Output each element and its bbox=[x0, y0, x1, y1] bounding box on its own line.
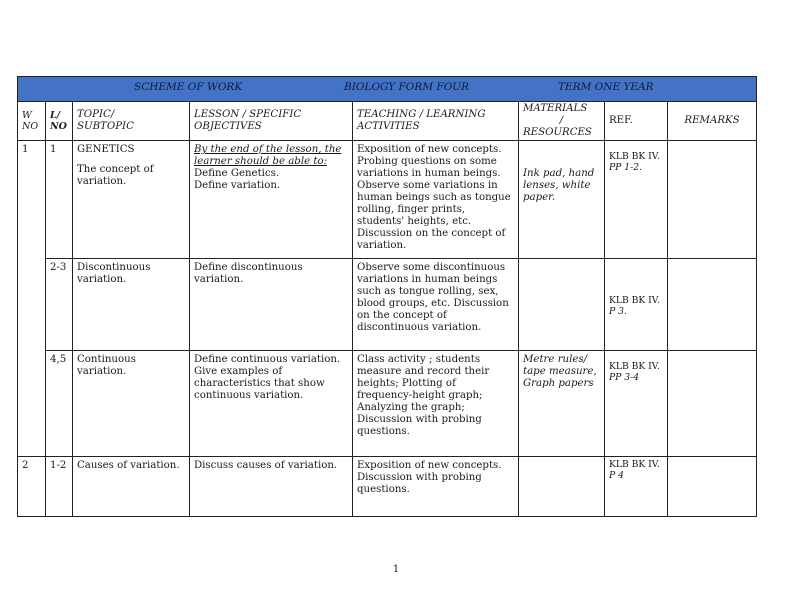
materials-header bbox=[519, 102, 605, 141]
activities-cell: Exposition of new concepts. Discussion with probing questions. bbox=[353, 457, 519, 517]
table-row bbox=[18, 259, 757, 351]
ref-header: REF. bbox=[605, 102, 668, 141]
activities-header-line1: TEACHING / LEARNING bbox=[357, 109, 486, 121]
title-row bbox=[18, 77, 757, 102]
lesson-cell: 1 bbox=[46, 141, 73, 259]
remarks-cell bbox=[668, 351, 757, 457]
ref-line2: PP 3-4 bbox=[609, 371, 640, 383]
ref-cell bbox=[605, 457, 668, 517]
ref-line2: P 3. bbox=[609, 305, 627, 317]
scheme-of-work-table bbox=[17, 76, 757, 517]
ref-line2: PP 1-2. bbox=[609, 161, 642, 173]
topic-header bbox=[73, 102, 190, 141]
topic-cell: Causes of variation. bbox=[73, 457, 190, 517]
week-header-line2: NO bbox=[22, 121, 39, 133]
objectives-cell: Discuss causes of variation. bbox=[190, 457, 353, 517]
objectives-header-line1: LESSON / SPECIFIC bbox=[194, 109, 302, 121]
remarks-cell bbox=[668, 457, 757, 517]
ref-line1: KLB BK IV. bbox=[609, 151, 660, 163]
ref-line2: P 4 bbox=[609, 469, 624, 481]
topic-cell bbox=[73, 141, 190, 259]
ref-line1: KLB BK IV. bbox=[609, 361, 660, 373]
week-header-line1: W bbox=[22, 109, 32, 121]
lesson-cell: 2-3 bbox=[46, 259, 73, 351]
objectives-intro: By the end of the lesson, the learner should be able to: bbox=[194, 144, 342, 168]
materials-cell bbox=[519, 141, 605, 259]
ref-cell bbox=[605, 259, 668, 351]
objective-item: Define Genetics. bbox=[194, 168, 280, 180]
subtopic-text: The concept of variation. bbox=[77, 164, 154, 188]
week-header bbox=[18, 102, 46, 141]
activities-cell: Class activity ; students measure and record their heights; Plotting of frequency-height graph; Analyzing the graph; Discussion with probing questions. bbox=[353, 351, 519, 457]
objectives-cell bbox=[190, 141, 353, 259]
materials-cell bbox=[519, 457, 605, 517]
materials-text: Ink pad, hand lenses, white paper. bbox=[523, 168, 595, 204]
table-row bbox=[18, 457, 757, 517]
week-cell bbox=[18, 351, 46, 457]
remarks-header: REMARKS bbox=[668, 102, 757, 141]
activities-cell: Observe some discontinuous variations in human beings such as tongue rolling, sex, blood groups, etc. Discussion on the concept of discontinuous variation. bbox=[353, 259, 519, 351]
objective-item: Define variation. bbox=[194, 180, 281, 192]
activities-header bbox=[353, 102, 519, 141]
objectives-header bbox=[190, 102, 353, 141]
topic-cell: Discontinuous variation. bbox=[73, 259, 190, 351]
lesson-header-line2: NO bbox=[50, 121, 67, 133]
materials-header-line2: / bbox=[559, 115, 564, 127]
activities-cell: Exposition of new concepts. Probing questions on some variations in human beings. Observe some variations in human beings such as tongue rolling, finger prints, students' heights, etc. Discussion on the concept of variation. bbox=[353, 141, 519, 259]
remarks-cell bbox=[668, 141, 757, 259]
materials-header-line1: MATERIALS bbox=[523, 103, 588, 114]
lesson-header-line1: L/ bbox=[50, 109, 61, 121]
week-cell: 2 bbox=[18, 457, 46, 517]
topic-text: GENETICS bbox=[77, 144, 135, 156]
topic-cell: Continuous variation. bbox=[73, 351, 190, 457]
lesson-header bbox=[46, 102, 73, 141]
remarks-cell bbox=[668, 259, 757, 351]
week-cell: 1 bbox=[18, 141, 46, 259]
page-number: 1 bbox=[392, 564, 400, 575]
lesson-cell: 4,5 bbox=[46, 351, 73, 457]
topic-header-line2: SUBTOPIC bbox=[77, 121, 134, 133]
table-row bbox=[18, 351, 757, 457]
materials-cell bbox=[519, 259, 605, 351]
materials-header-line3: RESOURCES bbox=[523, 127, 592, 139]
objectives-cell: Define continuous variation. Give examples of characteristics that show continuous variation. bbox=[190, 351, 353, 457]
activities-header-line2: ACTIVITIES bbox=[357, 121, 420, 133]
ref-line1: KLB BK IV. bbox=[609, 459, 660, 471]
ref-cell bbox=[605, 141, 668, 259]
subject-title: BIOLOGY FORM FOUR bbox=[344, 81, 470, 93]
topic-header-line1: TOPIC/ bbox=[77, 109, 115, 121]
objectives-header-line2: OBJECTIVES bbox=[194, 121, 262, 133]
objectives-cell: Define discontinuous variation. bbox=[190, 259, 353, 351]
term-title: TERM ONE YEAR bbox=[558, 81, 654, 93]
week-cell bbox=[18, 259, 46, 351]
ref-cell bbox=[605, 351, 668, 457]
scheme-title: SCHEME OF WORK bbox=[134, 81, 243, 93]
table-row bbox=[18, 141, 757, 259]
materials-cell: Metre rules/ tape measure, Graph papers bbox=[519, 351, 605, 457]
lesson-cell: 1-2 bbox=[46, 457, 73, 517]
title-bar bbox=[18, 77, 757, 102]
ref-line1: KLB BK IV. bbox=[609, 295, 660, 307]
column-header-row bbox=[18, 102, 757, 141]
